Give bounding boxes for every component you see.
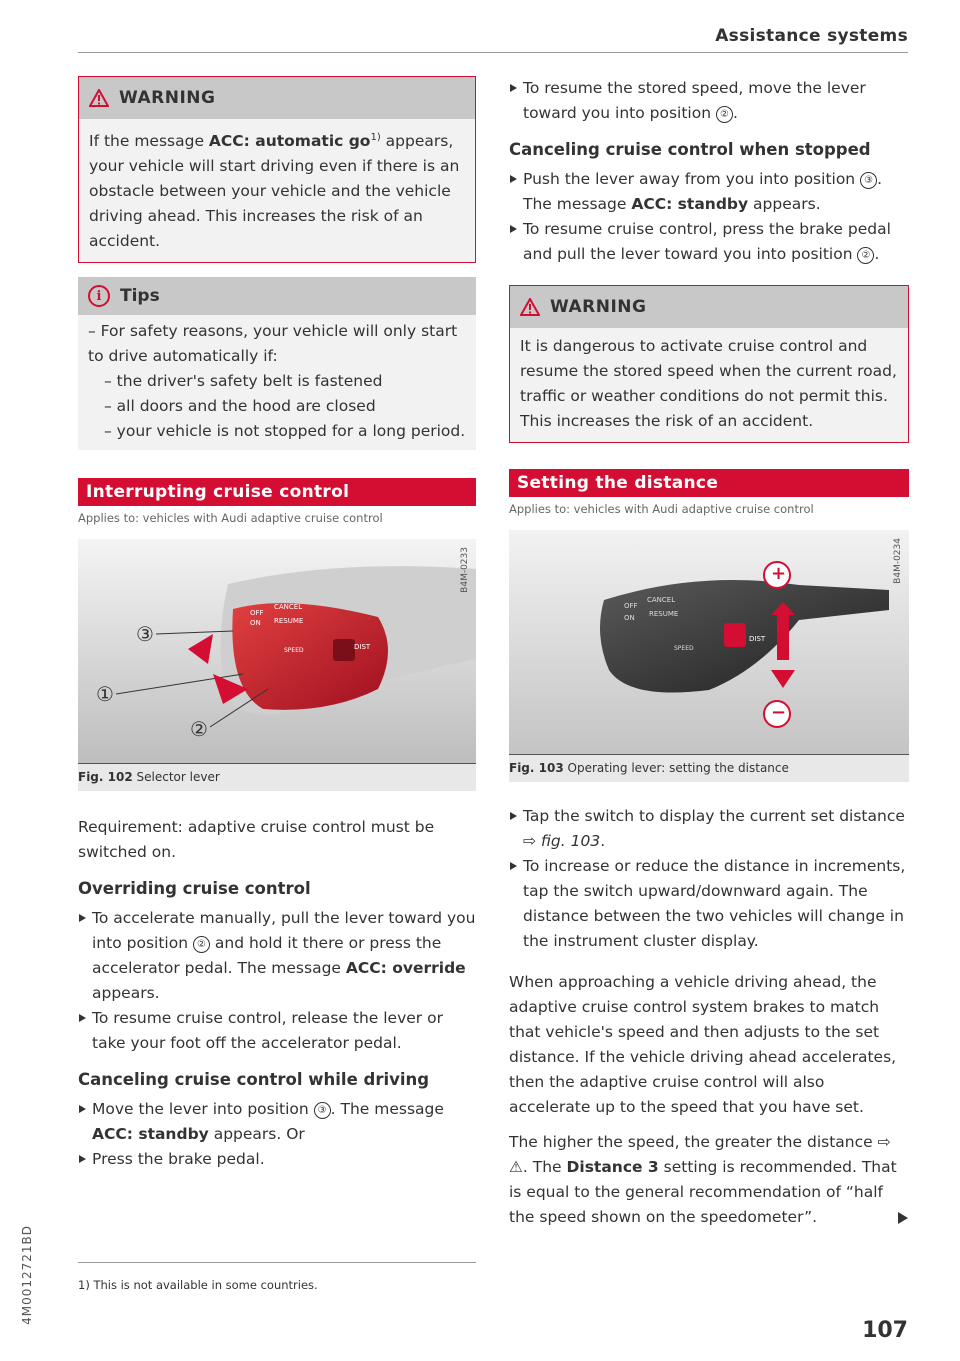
requirement-text: Requirement: adaptive cruise control must be switched on. bbox=[78, 818, 435, 862]
applies-to: Applies to: vehicles with Audi adaptive cruise control bbox=[509, 502, 814, 516]
page-number: 107 bbox=[862, 1318, 908, 1343]
tips-item: – your vehicle is not stopped for a long period. bbox=[104, 422, 466, 441]
warning-box bbox=[509, 285, 909, 443]
warning-header bbox=[510, 286, 908, 328]
bullet-text: . The message bbox=[523, 170, 882, 213]
bullet-text: appears. Or bbox=[208, 1125, 305, 1144]
warning-triangle-icon bbox=[89, 89, 109, 107]
bullet-text: . bbox=[600, 832, 606, 850]
callout-3: ③ bbox=[136, 622, 154, 647]
lever-cancel-text: CANCEL bbox=[274, 603, 303, 612]
bullet-item bbox=[509, 854, 909, 954]
paragraph-text: The higher the speed, the greater the distance bbox=[509, 1133, 878, 1151]
figure-reference-link[interactable]: ⇨ fig. 103 bbox=[523, 832, 601, 850]
bullet-text: Push the lever away from you into position bbox=[523, 170, 861, 188]
footnote-ref: 1) bbox=[370, 132, 381, 143]
bullet-item bbox=[509, 217, 909, 267]
warning-body bbox=[510, 328, 908, 442]
warning-box bbox=[78, 76, 476, 263]
footnote: 1) This is not available in some countries. bbox=[78, 1278, 318, 1292]
bullet-text: To resume cruise control, release the lever or take your foot off the accelerator pedal. bbox=[92, 1009, 443, 1053]
position-marker: ② bbox=[193, 936, 210, 953]
lever-off-text: OFF bbox=[624, 602, 638, 610]
message-bold: ACC: override bbox=[345, 959, 466, 978]
figure-caption bbox=[78, 764, 476, 791]
position-marker: ③ bbox=[860, 172, 877, 189]
applies-to: Applies to: vehicles with Audi adaptive cruise control bbox=[78, 511, 383, 526]
warning-reference-link[interactable]: ⇨ ⚠ bbox=[509, 1133, 891, 1176]
figure-code: B4M-0233 bbox=[460, 547, 470, 593]
position-marker: ② bbox=[857, 247, 874, 264]
figure-code: B4M-0234 bbox=[893, 538, 903, 584]
callout-lines bbox=[78, 539, 476, 764]
lever-on-text: ON bbox=[250, 619, 261, 628]
tips-header bbox=[78, 277, 476, 315]
selector-lever-image bbox=[78, 539, 476, 764]
warning-text: If the message bbox=[89, 132, 209, 151]
arrow-down-icon bbox=[213, 674, 248, 704]
warning-text: It is dangerous to activate cruise control and resume the stored speed when the current road, traffic or weather conditions do not permit this. This increases the risk of an accident. bbox=[520, 337, 897, 430]
minus-icon: − bbox=[771, 702, 787, 723]
bullet-text: To increase or reduce the distance in increments, tap the switch upward/downward again. The distance between the two vehicles will change in the instrument cluster display. bbox=[523, 857, 906, 950]
bullet-text: . bbox=[874, 245, 880, 263]
setting-bold: Distance 3 bbox=[566, 1158, 659, 1176]
subheading-overriding: Overriding cruise control bbox=[78, 879, 311, 899]
bullet-text: appears. bbox=[748, 195, 821, 213]
figure-caption bbox=[509, 755, 909, 782]
running-header: Assistance systems bbox=[715, 26, 908, 46]
bullet-text: . bbox=[732, 104, 738, 122]
tips-item: – all doors and the hood are closed bbox=[104, 397, 376, 416]
bullet-text: Tap the switch to display the current set distance bbox=[523, 807, 905, 825]
figure-number: Fig. 103 bbox=[509, 761, 564, 775]
lever-resume-text: RESUME bbox=[649, 610, 679, 618]
warning-text-2: appears, your vehicle will start driving even if there is an obstacle between your vehicle and the vehicle driving ahead. This increases the risk of an accident. bbox=[89, 132, 460, 251]
warning-header bbox=[79, 77, 475, 119]
lever-dist-text: DIST bbox=[354, 643, 371, 652]
lever-on-text: ON bbox=[624, 614, 635, 622]
paragraph-text: . The bbox=[522, 1158, 567, 1176]
bullet-text: To accelerate manually, pull the lever toward you into position bbox=[92, 909, 476, 953]
paragraph bbox=[509, 1130, 909, 1230]
bullet-text: To resume cruise control, press the brake pedal and pull the lever toward you into position bbox=[523, 220, 891, 263]
continue-arrow-icon bbox=[898, 1212, 908, 1224]
tips-list bbox=[78, 315, 476, 450]
document-code: 4M0012721BD bbox=[20, 1225, 34, 1325]
lever-off-text: OFF bbox=[250, 609, 264, 618]
bullet-text: To resume the stored speed, move the lever toward you into position bbox=[523, 79, 866, 122]
section-interrupting bbox=[78, 478, 476, 525]
arrow-up-icon bbox=[188, 634, 213, 664]
lever-dist-text: DIST bbox=[749, 635, 766, 643]
message-bold: ACC: standby bbox=[92, 1125, 209, 1144]
paragraph: When approaching a vehicle driving ahead, the adaptive cruise control system brakes to match that vehicle's speed and then adjusts to the set distance. If the vehicle driving ahead accelerates, then the adaptive cruise control will also accelerate up to the speed that you have set. bbox=[509, 973, 897, 1116]
tips-item: – the driver's safety belt is fastened bbox=[104, 372, 383, 391]
bullet-text: Press the brake pedal. bbox=[92, 1150, 265, 1169]
callout-2: ② bbox=[190, 717, 208, 742]
bullet-item bbox=[509, 167, 909, 217]
bullet-item bbox=[78, 1006, 476, 1056]
lever-cancel-text: CANCEL bbox=[647, 596, 676, 604]
figure-103 bbox=[509, 530, 909, 782]
message-bold: ACC: standby bbox=[631, 195, 749, 213]
warning-triangle-icon bbox=[520, 298, 540, 316]
bullet-item bbox=[509, 76, 909, 126]
bullet-item bbox=[509, 804, 909, 854]
warning-bold: ACC: automatic go bbox=[208, 132, 371, 151]
info-icon: i bbox=[88, 285, 110, 307]
tips-item: – For safety reasons, your vehicle will only start to drive automatically if: bbox=[88, 322, 458, 366]
operating-lever-image bbox=[509, 530, 909, 755]
figure-caption-text: Selector lever bbox=[136, 770, 220, 785]
paragraph-text: setting is recommended. That is equal to the general recommendation of “half the speed shown on the speedometer”. bbox=[509, 1158, 897, 1226]
tips-label: Tips bbox=[120, 286, 160, 307]
bullet-item bbox=[78, 1097, 476, 1147]
bullet-item bbox=[78, 1147, 476, 1172]
figure-caption-text: Operating lever: setting the distance bbox=[567, 761, 789, 775]
warning-label: WARNING bbox=[550, 297, 647, 317]
bullet-text: Move the lever into position bbox=[92, 1100, 314, 1119]
section-setting-distance bbox=[509, 469, 909, 516]
figure-number: Fig. 102 bbox=[78, 770, 133, 785]
footnote-rule bbox=[78, 1262, 476, 1263]
figure-102 bbox=[78, 539, 476, 791]
operating-lever-illustration bbox=[509, 530, 909, 755]
bullet-item bbox=[78, 906, 476, 1006]
bullet-text: and hold it there or press the accelerator pedal. The message bbox=[92, 934, 442, 978]
right-column bbox=[509, 76, 909, 1230]
header-rule bbox=[78, 52, 908, 53]
bullet-text: . The message bbox=[330, 1100, 444, 1119]
warning-body bbox=[79, 119, 475, 262]
section-title: Interrupting cruise control bbox=[78, 478, 476, 506]
subheading-canceling-driving: Canceling cruise control while driving bbox=[78, 1070, 430, 1090]
bullet-text: appears. bbox=[92, 984, 160, 1003]
lever-speed-text: SPEED bbox=[284, 647, 304, 655]
position-marker: ② bbox=[716, 106, 733, 123]
section-title: Setting the distance bbox=[509, 469, 909, 497]
left-column bbox=[78, 76, 476, 1172]
subheading-canceling-stopped: Canceling cruise control when stopped bbox=[509, 140, 871, 159]
lever-resume-text: RESUME bbox=[274, 617, 304, 626]
lever-speed-text: SPEED bbox=[674, 645, 694, 652]
position-marker: ③ bbox=[314, 1102, 331, 1119]
callout-1: ① bbox=[96, 682, 114, 707]
plus-icon: + bbox=[771, 563, 787, 584]
warning-label: WARNING bbox=[119, 88, 216, 108]
tips-box bbox=[78, 277, 476, 450]
